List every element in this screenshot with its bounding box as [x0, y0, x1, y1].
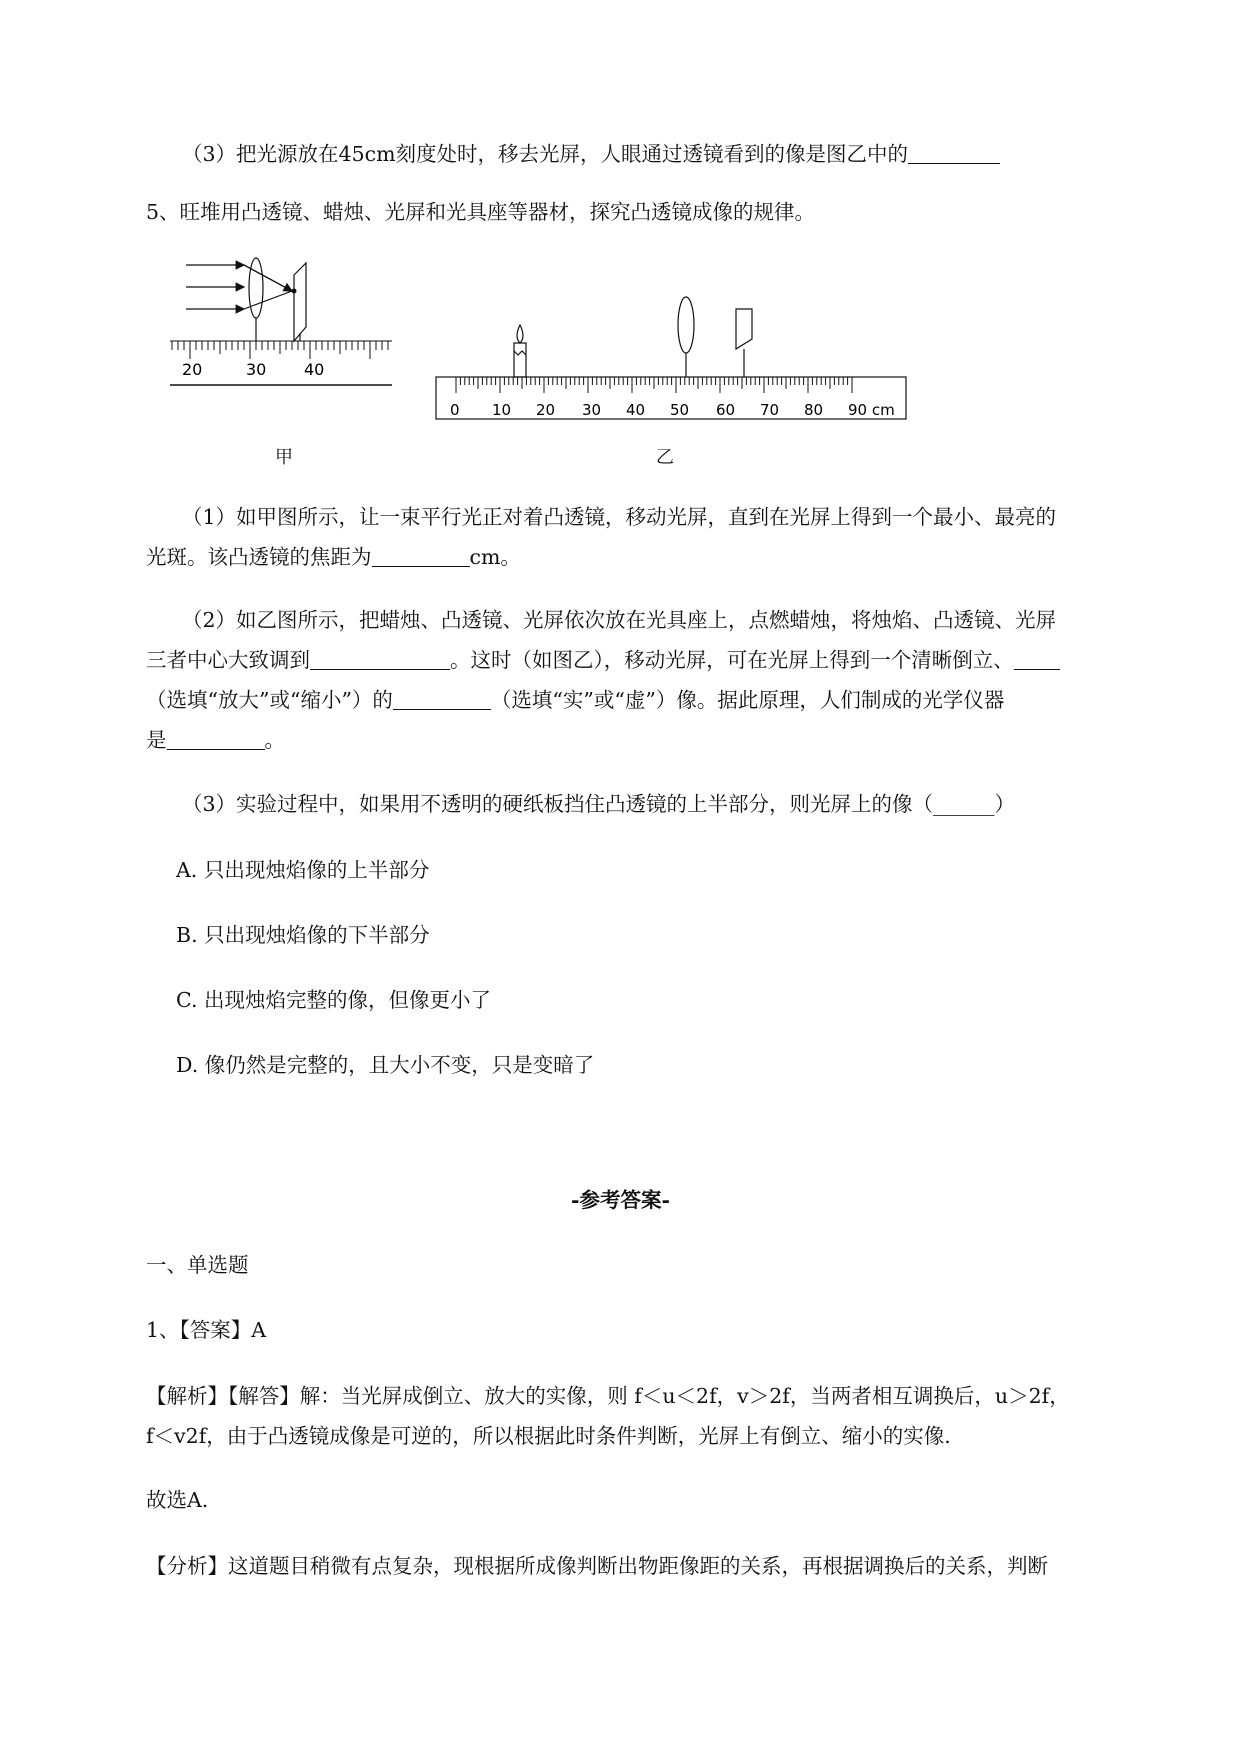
tick-label-70: 70 [760, 401, 780, 419]
tick-label-40: 40 [304, 360, 325, 379]
q5-stem: 5、旺堆用凸透镜、蜡烛、光屏和光具座等器材，探究凸透镜成像的规律。 [146, 200, 816, 224]
figure-yi [434, 295, 914, 430]
figure-yi-label: 乙 [656, 447, 674, 468]
analysis-line2: f＜v2f，由于凸透镜成像是可逆的，所以根据此时条件判断，光屏上有倒立、缩小的实像. [146, 1424, 951, 1448]
figure-jia-label: 甲 [275, 447, 293, 468]
tick-label-80: 80 [804, 401, 824, 419]
tick-label-90: 90 cm [848, 401, 895, 419]
q5-p1-line2: 光斑。该凸透镜的焦距为 cm。 [146, 545, 521, 569]
focal-length-blank[interactable] [372, 544, 470, 567]
section-heading: 一、单选题 [146, 1253, 249, 1277]
option-b[interactable]: B. 只出现烛焰像的下半部分 [176, 923, 430, 947]
tick-label-20: 20 [182, 360, 203, 379]
option-c[interactable]: C. 出现烛焰完整的像，但像更小了 [176, 988, 491, 1012]
tick-label-50: 50 [670, 401, 690, 419]
instrument-blank[interactable] [167, 727, 265, 750]
analysis-line1: 【解析】【解答】解：当光屏成倒立、放大的实像，则 f＜u＜2f，v＞2f，当两者相互调换后，u＞2f， [146, 1384, 1070, 1408]
q5-p2-line1: （2）如乙图所示，把蜡烛、凸透镜、光屏依次放在光具座上，点燃蜡烛，将烛焰、凸透镜、光屏 [182, 608, 1057, 632]
q5-p2-line2: 三者中心大致调到 。这时（如图乙），移动光屏，可在光屏上得到一个清晰倒立、 [146, 645, 1060, 675]
tick-label-30: 30 [246, 360, 267, 379]
q5-p1-line1: （1）如甲图所示，让一束平行光正对着凸透镜，移动光屏，直到在光屏上得到一个最小、最亮的 [182, 505, 1057, 529]
option-a[interactable]: A. 只出现烛焰像的上半部分 [176, 858, 430, 882]
q5-p2-line3: （选填“放大”或“缩小”）的 （选填“实”或“虚”）像。据此原理，人们制成的光学仪器 [146, 688, 1005, 712]
answer-1: 1、【答案】A [146, 1318, 267, 1342]
q5-p3: （3）实验过程中，如果用不透明的硬纸板挡住凸透镜的上半部分，则光屏上的像（______） [182, 792, 1016, 816]
tick-label-0: 0 [450, 401, 460, 419]
tick-label-40: 40 [626, 401, 646, 419]
tick-label-20: 20 [536, 401, 556, 419]
fenxi-line: 【分析】这道题目稍微有点复杂，现根据所成像判断出物距像距的关系，再根据调换后的关系，判断 [146, 1554, 1048, 1578]
tick-label-60: 60 [716, 401, 736, 419]
q4-part3: （3）把光源放在45cm刻度处时，移去光屏，人眼通过透镜看到的像是图乙中的 [182, 139, 1000, 169]
choose-line: 故选A. [146, 1488, 209, 1512]
size-blank[interactable] [1014, 647, 1060, 670]
answers-title: -参考答案- [570, 1188, 671, 1212]
height-blank[interactable] [310, 647, 450, 670]
tick-label-10: 10 [492, 401, 512, 419]
answer-blank[interactable] [908, 141, 1000, 164]
figure-jia [170, 255, 400, 395]
tick-label-30: 30 [582, 401, 602, 419]
q5-p2-line4: 是 。 [146, 728, 285, 752]
choice-blank[interactable]: ______ [933, 792, 995, 816]
image-type-blank[interactable] [393, 687, 491, 710]
option-d[interactable]: D. 像仍然是完整的，且大小不变，只是变暗了 [176, 1053, 595, 1077]
